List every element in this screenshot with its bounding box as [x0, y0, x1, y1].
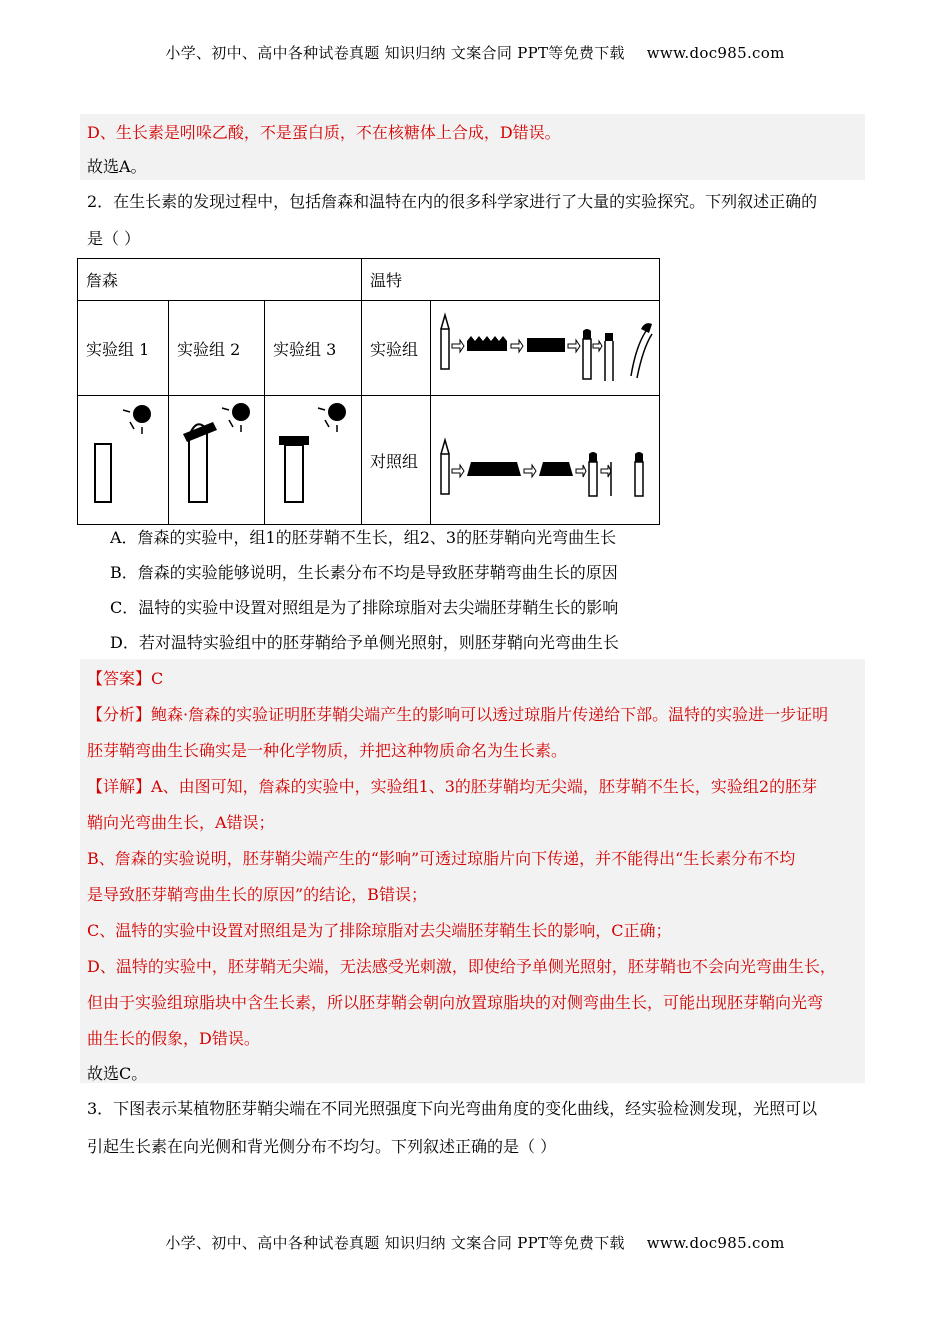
went-header: 温特: [362, 259, 660, 301]
group1-illustration: [78, 396, 168, 520]
q2-detail-line5: C、温特的实验中设置对照组是为了排除琼脂对去尖端胚芽鞘生长的影响，C正确；: [87, 921, 672, 940]
q2-option-a: A．詹森的实验中，组1的胚芽鞘不生长，组2、3的胚芽鞘向光弯曲生长: [110, 528, 617, 547]
q2-choose: 故选C。: [87, 1064, 148, 1083]
q2-answer-line: [87, 666, 163, 689]
page-footer: [0, 1232, 950, 1253]
page-header: [0, 42, 950, 63]
header-text: 小学、初中、高中各种试卷真题 知识归纳 文案合同 PPT等免费下载: [165, 44, 625, 62]
went-control-diagram: [431, 396, 660, 525]
q2-detail-line6: D、温特的实验中，胚芽鞘无尖端，无法感受光刺激，即使给予单侧光照射，胚芽鞘也不会向光弯曲生长，: [87, 957, 836, 976]
went-experiment-illustration: [431, 301, 659, 391]
jensen-header: 詹森: [78, 259, 362, 301]
group3-label: 实验组 3: [265, 301, 362, 396]
q2-option-d: D．若对温特实验组中的胚芽鞘给予单侧光照射，则胚芽鞘向光弯曲生长: [110, 633, 619, 652]
group1-diagram: [78, 396, 169, 525]
q2-analysis-line2: 胚芽鞘弯曲生长确实是一种化学物质，并把这种物质命名为生长素。: [87, 741, 568, 760]
q2-detail-line4: 是导致胚芽鞘弯曲生长的原因”的结论，B错误；: [87, 885, 427, 904]
q2-analysis-line1: 【分析】鲍森·詹森的实验证明胚芽鞘尖端产生的影响可以透过琼脂片传递给下部。温特的实验进一步证明: [87, 705, 829, 724]
q2-stem-line1: 2．在生长素的发现过程中，包括詹森和温特在内的很多科学家进行了大量的实验探究。下列叙述正确的: [87, 192, 818, 211]
q2-stem-line2: 是（ ）: [87, 229, 141, 248]
answer-label: 【答案】: [87, 669, 152, 688]
detail-label: 【详解】: [87, 777, 152, 796]
analysis-label: 【分析】: [87, 705, 152, 724]
footer-text: 小学、初中、高中各种试卷真题 知识归纳 文案合同 PPT等免费下载: [165, 1234, 625, 1252]
q2-option-c: C．温特的实验中设置对照组是为了排除琼脂对去尖端胚芽鞘生长的影响: [110, 598, 619, 617]
went-exp-diagram: [431, 301, 660, 396]
group1-label: 实验组 1: [78, 301, 169, 396]
answer-value: C: [151, 669, 164, 688]
experiment-table: [77, 258, 660, 525]
q3-stem-line1: 3．下图表示某植物胚芽鞘尖端在不同光照强度下向光弯曲角度的变化曲线，经实验检测发现，光照可以: [87, 1099, 818, 1118]
header-site: www.doc985.com: [646, 44, 785, 62]
q2-detail-line8: 曲生长的假象，D错误。: [87, 1029, 260, 1048]
prev-d-line: D、生长素是吲哚乙酸，不是蛋白质，不在核糖体上合成，D错误。: [87, 123, 561, 142]
q2-option-b: B．詹森的实验能够说明，生长素分布不均是导致胚芽鞘弯曲生长的原因: [110, 563, 618, 582]
group3-diagram: [265, 396, 362, 525]
prev-choose: 故选A。: [87, 157, 147, 176]
went-control-label: 对照组: [362, 396, 431, 525]
q2-detail-line7: 但由于实验组琼脂块中含生长素，所以胚芽鞘会朝向放置琼脂块的对侧弯曲生长，可能出现胚芽鞘向光弯: [87, 993, 824, 1012]
group2-illustration: [169, 396, 264, 520]
q2-detail-line2: 鞘向光弯曲生长，A错误；: [87, 813, 275, 832]
q3-stem-line2: 引起生长素在向光侧和背光侧分布不均匀。下列叙述正确的是（ ）: [87, 1137, 557, 1156]
group3-illustration: [265, 396, 361, 520]
group2-label: 实验组 2: [169, 301, 265, 396]
footer-site: www.doc985.com: [646, 1234, 785, 1252]
q2-detail-line1: 【详解】A、由图可知，詹森的实验中，实验组1、3的胚芽鞘均无尖端，胚芽鞘不生长，实验组2的胚芽: [87, 777, 818, 796]
went-exp-label: 实验组: [362, 301, 431, 396]
group2-diagram: [169, 396, 265, 525]
q2-detail-line3: B、詹森的实验说明，胚芽鞘尖端产生的“影响”可透过琼脂片向下传递，并不能得出“生长素分布不均: [87, 849, 796, 868]
went-control-illustration: [431, 396, 659, 520]
